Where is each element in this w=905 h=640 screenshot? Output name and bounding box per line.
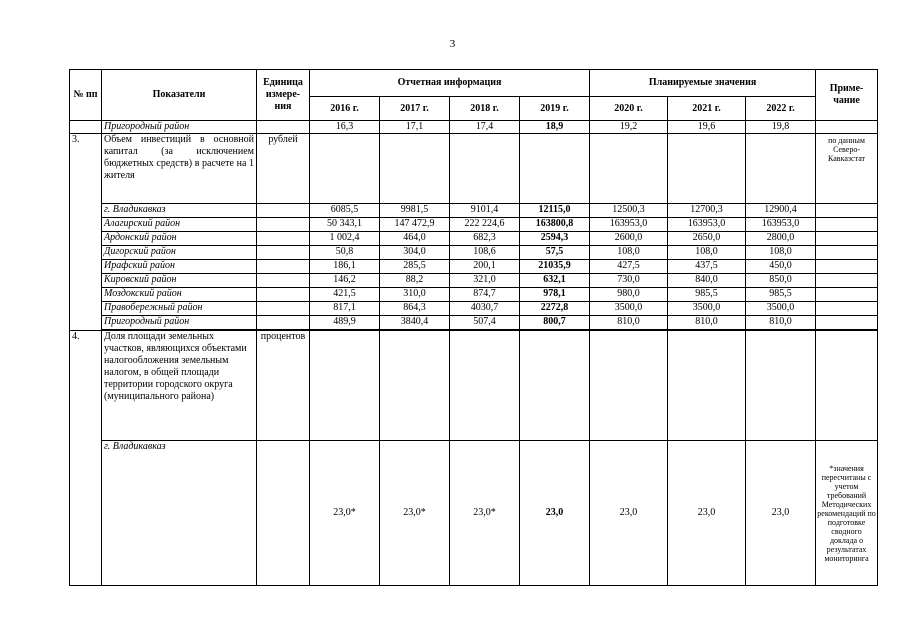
cell-value: 222 224,6 <box>450 218 520 232</box>
cell-value: 489,9 <box>310 316 380 330</box>
header-note: Приме-чание <box>816 70 878 121</box>
cell-value: 19,2 <box>590 121 668 134</box>
cell-value: 23,0 <box>668 441 746 586</box>
cell-value: 2272,8 <box>520 302 590 316</box>
table-row <box>70 218 878 232</box>
cell-value: 108,6 <box>450 246 520 260</box>
cell-value: 464,0 <box>380 232 450 246</box>
cell-value: 163953,0 <box>746 218 816 232</box>
table-row <box>70 232 878 246</box>
section-3-title-row <box>70 134 878 204</box>
table-row <box>70 121 878 134</box>
row-name: г. Владикавказ <box>102 441 257 586</box>
cell-value: 2800,0 <box>746 232 816 246</box>
cell-value: 3500,0 <box>746 302 816 316</box>
header-year: 2021 г. <box>668 97 746 121</box>
cell-value: 3500,0 <box>668 302 746 316</box>
row-name: Пригородный район <box>102 121 257 134</box>
cell-value: 850,0 <box>746 274 816 288</box>
cell-value: 108,0 <box>668 246 746 260</box>
cell-value: 730,0 <box>590 274 668 288</box>
cell-value: 800,7 <box>520 316 590 330</box>
page-number: 3 <box>449 38 456 50</box>
header-year: 2018 г. <box>450 97 520 121</box>
cell-value: 12900,4 <box>746 204 816 218</box>
table-row <box>70 316 878 330</box>
cell-value: 23,0* <box>380 441 450 586</box>
row-name: Правобережный район <box>102 302 257 316</box>
cell-value: 6085,5 <box>310 204 380 218</box>
cell-value: 985,5 <box>668 288 746 302</box>
header-year: 2019 г. <box>520 97 590 121</box>
cell-value: 23,0* <box>450 441 520 586</box>
header-year: 2020 г. <box>590 97 668 121</box>
cell-value: 163800,8 <box>520 218 590 232</box>
cell-value: 978,1 <box>520 288 590 302</box>
row-name: Ирафский район <box>102 260 257 274</box>
cell-value: 840,0 <box>668 274 746 288</box>
cell-value: 17,4 <box>450 121 520 134</box>
header-reported: Отчетная информация <box>310 70 590 97</box>
cell-value: 23,0 <box>590 441 668 586</box>
header-unit: Единица измере-ния <box>257 70 310 121</box>
cell-value: 2650,0 <box>668 232 746 246</box>
cell-value: 57,5 <box>520 246 590 260</box>
cell-value: 507,4 <box>450 316 520 330</box>
cell-value: 17,1 <box>380 121 450 134</box>
cell-value: 2600,0 <box>590 232 668 246</box>
cell-value: 3500,0 <box>590 302 668 316</box>
cell-value: 9101,4 <box>450 204 520 218</box>
cell-value: 23,0 <box>520 441 590 586</box>
cell-value: 421,5 <box>310 288 380 302</box>
section-number: 4. <box>70 331 102 586</box>
table-row <box>70 204 878 218</box>
cell-value: 23,0 <box>746 441 816 586</box>
cell-value: 163953,0 <box>668 218 746 232</box>
cell-value: 147 472,9 <box>380 218 450 232</box>
cell-value: 874,7 <box>450 288 520 302</box>
row-name: Моздокский район <box>102 288 257 302</box>
section-title: Доля площади земельных участков, являющихся объектами налогообложения земельным налогом, в общей площади территории городского округа (муниципального района) <box>102 331 257 441</box>
cell-value: 810,0 <box>746 316 816 330</box>
cell-value: 985,5 <box>746 288 816 302</box>
cell-value: 1 002,4 <box>310 232 380 246</box>
header-year: 2016 г. <box>310 97 380 121</box>
cell-value: 12700,3 <box>668 204 746 218</box>
cell-value: 108,0 <box>590 246 668 260</box>
cell-value: 146,2 <box>310 274 380 288</box>
section-number: 3. <box>70 134 102 331</box>
section-unit: рублей <box>257 134 310 204</box>
cell-value: 632,1 <box>520 274 590 288</box>
cell-value: 108,0 <box>746 246 816 260</box>
section-title: Объем инвестиций в основной капитал (за исключением бюджетных средств) в расчете на 1 жителя <box>102 134 257 204</box>
cell-value: 12115,0 <box>520 204 590 218</box>
cell-value: 2594,3 <box>520 232 590 246</box>
table-row <box>70 246 878 260</box>
cell-value: 427,5 <box>590 260 668 274</box>
cell-value: 4030,7 <box>450 302 520 316</box>
cell-value: 450,0 <box>746 260 816 274</box>
cell-value: 682,3 <box>450 232 520 246</box>
cell-value: 321,0 <box>450 274 520 288</box>
row-name: г. Владикавказ <box>102 204 257 218</box>
cell-value: 810,0 <box>668 316 746 330</box>
cell-value: 19,6 <box>668 121 746 134</box>
cell-value: 864,3 <box>380 302 450 316</box>
cell-value: 18,9 <box>520 121 590 134</box>
table-row <box>70 441 878 586</box>
cell-value: 163953,0 <box>590 218 668 232</box>
cell-value: 50 343,1 <box>310 218 380 232</box>
cell-value: 12500,3 <box>590 204 668 218</box>
table-row <box>70 274 878 288</box>
header-year: 2017 г. <box>380 97 450 121</box>
table-row <box>70 302 878 316</box>
cell-value: 21035,9 <box>520 260 590 274</box>
cell-value: 186,1 <box>310 260 380 274</box>
header-indicators: Показатели <box>102 70 257 121</box>
cell-value: 437,5 <box>668 260 746 274</box>
cell-value: 88,2 <box>380 274 450 288</box>
row-note: *значения пересчитаны с учетом требований Методических рекомендаций по подготовке сводного доклада о результатах мониторинга <box>816 441 878 586</box>
header-planned: Планируемые значения <box>590 70 816 97</box>
section-note: по данным Северо-Кавказстат <box>816 134 878 204</box>
row-name: Алагирский район <box>102 218 257 232</box>
row-name: Пригородный район <box>102 316 257 330</box>
cell-value: 810,0 <box>590 316 668 330</box>
table-row <box>70 260 878 274</box>
header-year: 2022 г. <box>746 97 816 121</box>
cell-value: 3840,4 <box>380 316 450 330</box>
cell-value: 285,5 <box>380 260 450 274</box>
cell-value: 304,0 <box>380 246 450 260</box>
cell-value: 50,8 <box>310 246 380 260</box>
table-row <box>70 288 878 302</box>
row-name: Дигорский район <box>102 246 257 260</box>
row-name: Ардонский район <box>102 232 257 246</box>
cell-value: 23,0* <box>310 441 380 586</box>
indicators-table <box>69 69 878 586</box>
section-unit: процентов <box>257 331 310 441</box>
section-4-title-row <box>70 331 878 441</box>
row-name: Кировский район <box>102 274 257 288</box>
cell-value: 16,3 <box>310 121 380 134</box>
cell-value: 310,0 <box>380 288 450 302</box>
cell-value: 200,1 <box>450 260 520 274</box>
header-no: № пп <box>70 70 102 121</box>
cell-value: 817,1 <box>310 302 380 316</box>
cell-value: 9981,5 <box>380 204 450 218</box>
cell-value: 19,8 <box>746 121 816 134</box>
cell-value: 980,0 <box>590 288 668 302</box>
